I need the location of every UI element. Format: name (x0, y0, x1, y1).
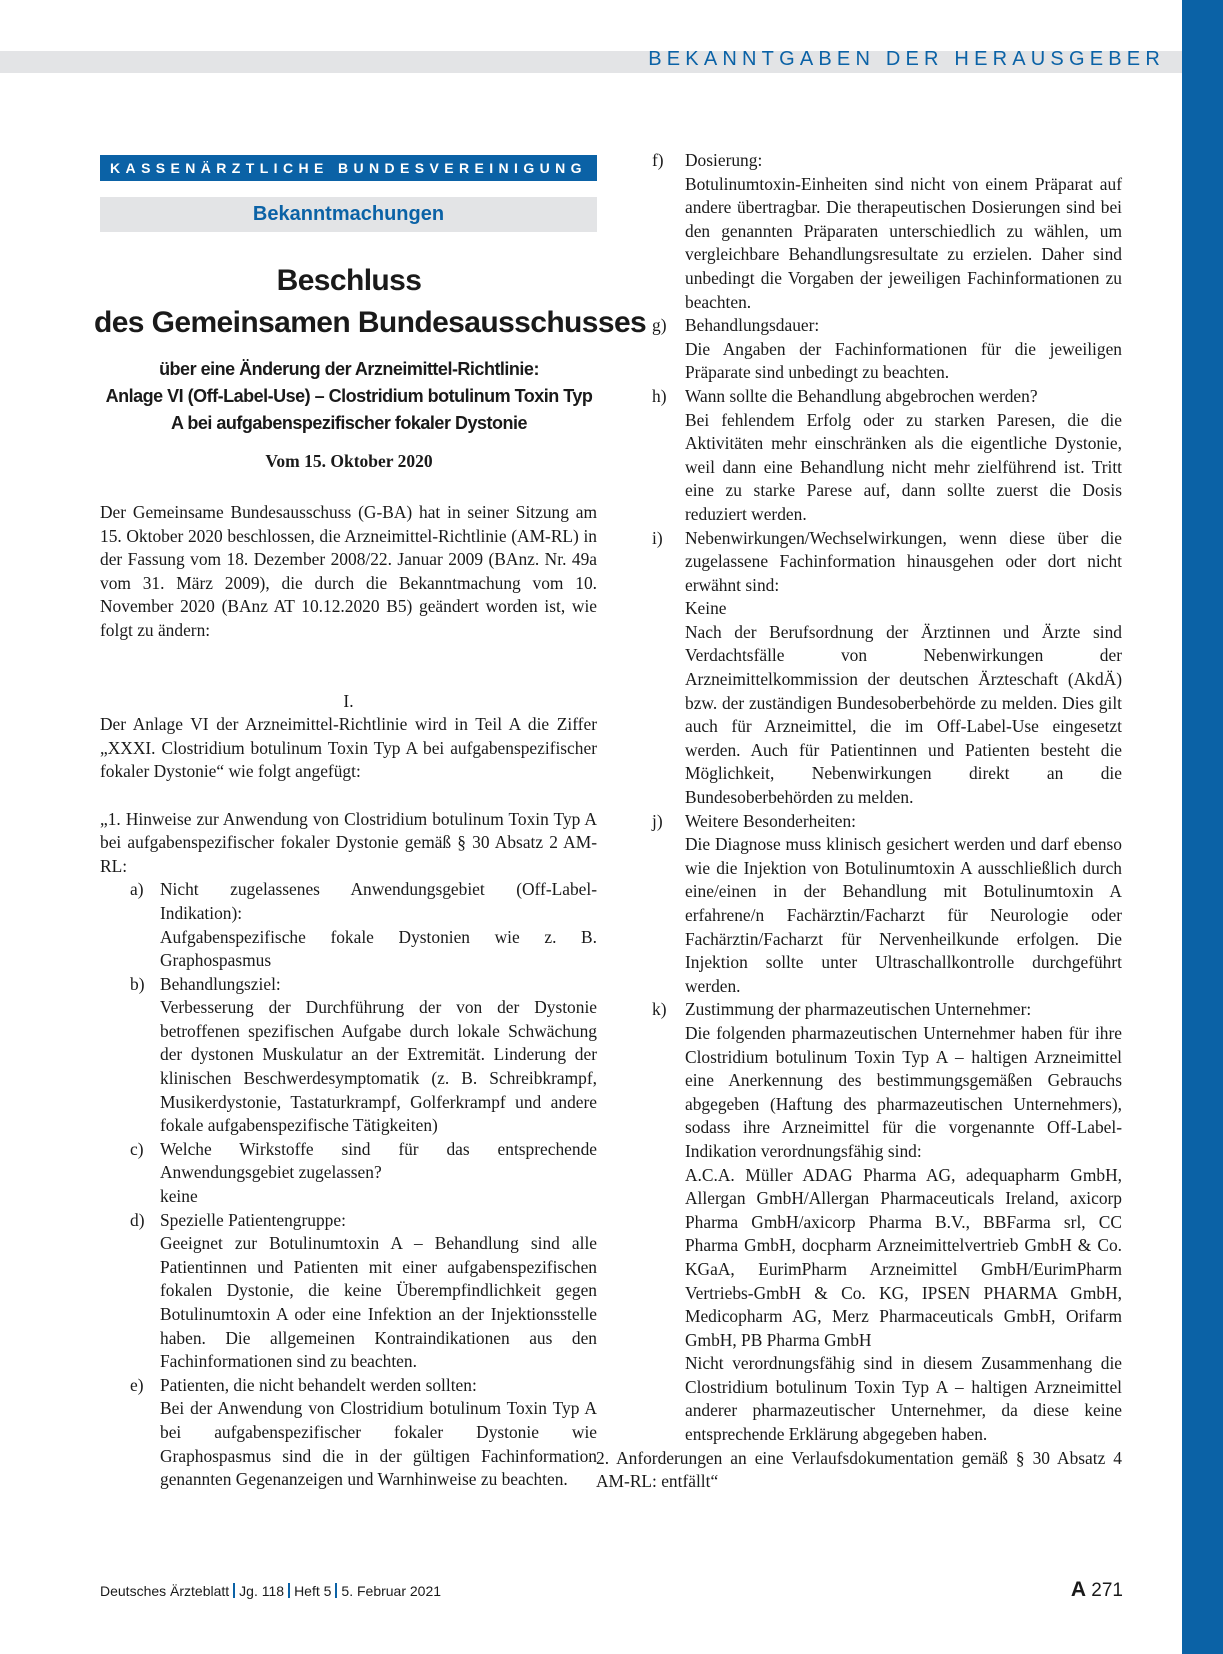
category-heading: Bekanntmachungen (100, 197, 597, 232)
item-body: Die Diagnose muss klinisch gesichert werden und darf ebenso wie die Injektion von Botulinumtoxin A ausschließlich durch eine/einen in der Behandlung mit Botulinumtoxin A erfahrene/n Fachärztin/Facharzt für Neurologie oder Fachärztin/Facharzt für Nervenheilkunde erfolgen. Die Injektion sollte unter Ultraschallkontrolle durchgeführt werden. (685, 834, 1122, 996)
resolution-date: Vom 15. Oktober 2020 (265, 451, 433, 471)
subtitle-line-3: A bei aufgabenspezifischer fokaler Dystonie (171, 413, 527, 433)
item-body: Die Angaben der Fachinformationen für die jeweiligen Präparate sind unbedingt zu beachten. (685, 338, 1122, 383)
footer-citation (100, 1583, 441, 1599)
subtitle-line-1: über eine Änderung der Arzneimittel-Richtlinie: (159, 359, 539, 379)
title-line-2: des Gemeinsamen Bundesausschusses (94, 306, 647, 339)
item-body: Aufgabenspezifische fokale Dystonien wie z. B. Graphospasmus (160, 926, 597, 971)
item-label: h) (652, 385, 667, 406)
item-body: Nicht verordnungsfähig sind in diesem Zusammenhang die Clostridium botulinum Toxin Typ A – haltigen Arzneimittel anderer pharmazeutischer Unternehmer, da diese keine entsprechende Erklärung abgegeben haben. (685, 1353, 1122, 1445)
item-body: A.C.A. Müller ADAG Pharma AG, adequapharm GmbH, Allergan GmbH/Allergan Pharmaceuticals Ireland, axicorp Pharma GmbH/axicorp Pharma B.V., BBFarma srl, CC Pharma GmbH, docpharm Arzneimittelvertrieb GmbH & Co. KGaA, EurimPharm Arzneimittel GmbH/EurimPharm Vertriebs-GmbH & Co. KG, IPSEN PHARMA GmbH, Medicopharm AG, Merz Pharmaceuticals GmbH, Orifarm GmbH, PB Pharma GmbH (685, 1164, 1122, 1350)
anlage-paragraph: Der Anlage VI der Arzneimittel-Richtlinie wird in Teil A die Ziffer „XXXI. Clostridium botulinum Toxin Typ A bei aufgabenspezifischer fokaler Dystonie“ wie folgt angefügt: (100, 714, 597, 782)
item-body: Keine (685, 598, 727, 619)
item-body: Die folgenden pharmazeutischen Unternehmer haben für ihre Clostridium botulinum Toxin Typ A – haltigen Arzneimittel eine Anerkennung des bestimmungsgemäßen Gebrauchs abgegeben (Haftung des pharmazeutischen Unternehmers), sodass ihre Arzneimittel für die vorgenannte Off-Label-Indikation verordnungsfähig sind: (685, 1022, 1122, 1161)
page-number (1071, 1578, 1123, 1602)
list-item-a (100, 878, 597, 972)
list-item-f (626, 149, 1122, 314)
organization-banner: KASSENÄRZTLICHE BUNDESVEREINIGUNG (100, 155, 597, 181)
item-label: e) (130, 1374, 144, 1395)
list-item-j (626, 810, 1122, 999)
item-body: Botulinumtoxin-Einheiten sind nicht von einem Präparat auf andere übertragbar. Die therapeutischen Dosierungen sind bei den genannten Präparaten unterschiedlich zu wählen, um vergleichbare Behandlungsresultate zu erzielen. Daher sind unbedingt die Vorgaben der jeweiligen Fachinformationen zu beachten. (685, 173, 1122, 312)
intro-paragraph: Der Gemeinsame Bundesausschuss (G-BA) hat in seiner Sitzung am 15. Oktober 2020 beschlossen, die Arzneimittel-Richtlinie (AM-RL) in der Fassung vom 18. Dezember 2008/22. Januar 2009 (BAnz. Nr. 49a vom 31. März 2009), die durch die Bekanntmachung vom 10. November 2020 (BAnz AT 10.12.2020 B5) geändert worden ist, wie folgt zu ändern: (100, 502, 597, 640)
item-label: c) (130, 1138, 144, 1159)
subtitle-line-2: Anlage VI (Off-Label-Use) – Clostridium botulinum Toxin Typ (105, 386, 593, 406)
item-body: Geeignet zur Botulinumtoxin A – Behandlung sind alle Patientinnen und Patienten mit einer aufgabenspezifischen fokalen Dystonie, die keine Überempfindlichkeit gegen Botulinumtoxin A oder eine Infektion an der Injektionsstelle haben. Die allgemeinen Kontraindikationen aus den Fachinformationen sind zu beachten. (160, 1233, 597, 1372)
document-title (94, 260, 647, 344)
journal-name: Deutsches Ärzteblatt (100, 1583, 230, 1599)
separator (288, 1583, 290, 1598)
item-heading: Nicht zugelassenes Anwendungsgebiet (Off-Label-Indikation): (160, 879, 597, 923)
item-heading: Zustimmung der pharmazeutischen Unternehmer: (685, 999, 1032, 1020)
separator (335, 1583, 337, 1598)
left-column (100, 501, 597, 1492)
item-heading: Welche Wirkstoffe sind für das entsprechende Anwendungsgebiet zugelassen? (160, 1138, 597, 1183)
separator (233, 1583, 235, 1598)
item-heading: Nebenwirkungen/Wechselwirkungen, wenn diese über die zugelassene Fachinformation hinausgehen oder dort nicht erwähnt sind: (685, 527, 1122, 595)
item-label: b) (130, 973, 145, 994)
point-1-heading: „1. Hinweise zur Anwendung von Clostridium botulinum Toxin Typ A bei aufgabenspezifischer fokaler Dystonie gemäß § 30 Absatz 2 AM-RL: (100, 808, 597, 876)
item-label: g) (652, 315, 667, 336)
item-heading: Spezielle Patientengruppe: (160, 1209, 346, 1230)
journal-issue: Heft 5 (294, 1583, 332, 1599)
page-prefix: A (1070, 1578, 1087, 1601)
right-column (596, 149, 1122, 1494)
list-item-b (100, 973, 597, 1138)
title-line-1: Beschluss (276, 264, 422, 297)
roman-section-number: I. (343, 690, 354, 711)
journal-volume: Jg. 118 (239, 1583, 285, 1599)
page-number-value: 271 (1091, 1580, 1123, 1601)
item-body: Bei fehlendem Erfolg oder zu starken Paresen, die die Aktivitäten mehr einschränken als die eigentliche Dystonie, weil dann eine Behandlung nicht mehr zielführend ist. Tritt eine zu starke Parese auf, dann sollte zuerst die Dosis reduziert werden. (685, 409, 1122, 524)
list-item-h (626, 385, 1122, 527)
item-heading: Weitere Besonderheiten: (685, 810, 856, 831)
item-label: f) (652, 150, 664, 170)
list-item-g (626, 314, 1122, 385)
list-item-d (100, 1209, 597, 1374)
list-item-k (626, 998, 1122, 1446)
item-label: k) (652, 999, 667, 1020)
item-label: i) (652, 527, 663, 548)
section-heading: BEKANNTGABEN DER HERAUSGEBER (648, 48, 1165, 70)
item-heading: Patienten, die nicht behandelt werden sollten: (160, 1374, 477, 1395)
list-item-e (100, 1374, 597, 1492)
list-item-i (626, 527, 1122, 810)
list-item-c (100, 1138, 597, 1209)
document-subtitle (94, 356, 604, 437)
item-label: d) (130, 1209, 145, 1230)
item-body: Nach der Berufsordnung der Ärztinnen und Ärzte sind Verdachtsfälle von Nebenwirkungen der Arzneimittelkommission der deutschen Ärzteschaft (AkdÄ) bzw. der zuständigen Bundesoberbehörde zu melden. Dies gilt auch für Arzneimittel, die im Off-Label-Use eingesetzt werden. Auch für Patientinnen und Patienten besteht die Möglichkeit, Nebenwirkungen direkt an die Bundesoberbehörden zu melden. (685, 621, 1122, 808)
item-body: Bei der Anwendung von Clostridium botulinum Toxin Typ A bei aufgabenspezifischer fokaler Dystonie wie Graphospasmus sind die in der gültigen Fachinformation genannten Gegenanzeigen und Warnhinweise zu beachten. (160, 1398, 597, 1490)
item-heading: Dosierung: (685, 150, 763, 170)
item-body: keine (160, 1186, 198, 1207)
item-heading: Wann sollte die Behandlung abgebrochen werden? (685, 385, 1038, 406)
right-color-bar (1182, 0, 1223, 1654)
item-label: a) (130, 879, 144, 900)
point-2: 2. Anforderungen an eine Verlaufsdokumentation gemäß § 30 Absatz 4 AM-RL: entfällt“ (596, 1447, 1122, 1492)
item-label: j) (652, 810, 663, 831)
item-heading: Behandlungsziel: (160, 973, 281, 994)
item-heading: Behandlungsdauer: (685, 315, 820, 336)
issue-date: 5. Februar 2021 (341, 1583, 442, 1599)
item-body: Verbesserung der Durchführung der von der Dystonie betroffenen spezifischen Aufgabe durch lokale Schwächung der dystonen Muskulatur an der Extremität. Linderung der klinischen Beschwerdesymptomatik (z. B. Schreibkrampf, Musikerdystonie, Tastaturkrampf, Golferkrampf und andere fokale aufgabenspezifische Tätigkeiten) (160, 997, 597, 1136)
